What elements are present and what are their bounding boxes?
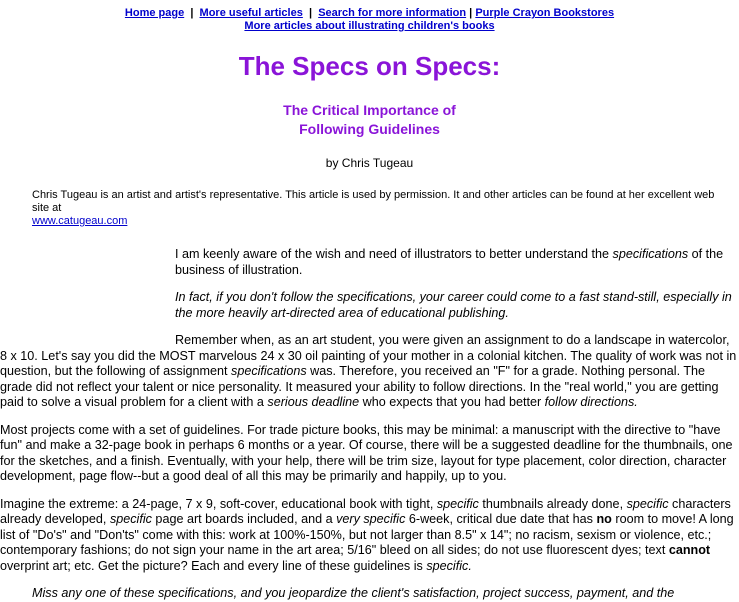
nav-link-search[interactable]: Search for more information: [318, 7, 467, 19]
paragraph-2-italic: In fact, if you don't follow the specifications, your career could come to a fast stand-still, especially in the more heavily art-directed area of educational publishing.: [175, 290, 732, 320]
strong: cannot: [668, 543, 711, 557]
text: was. Therefore, you received an "F" for a grade. Nothing personal. The grade did not reflect your talent or nice personality. It measured your ability to follow directions. In the "real world," you are getting paid to solve a visual problem for a client with a: [0, 364, 719, 409]
text: room to move! A long list of "Do's" and "Don'ts" come with this: work at 100%-150%, but not larger than 8.5" x 14"; no racism, sexism or violence, etc.; contemporary fashions; do not sign your name in the art area; 5/16" bleed on all sides; do not use fluorescent dyes; text: [0, 512, 734, 557]
text: thumbnails already done,: [478, 496, 627, 511]
paragraph-5: [0, 497, 739, 575]
emphasis: specific.: [426, 558, 472, 573]
strong: no: [596, 512, 612, 526]
author-note-text: Chris Tugeau is an artist and artist's representative. This article is used by permission. It and other articles can be found at her excellent web site at: [32, 189, 715, 214]
text: 6-week, critical due date that has: [405, 512, 597, 526]
text: Imagine the extreme: a 24-page, 7 x 9, soft-cover, educational book with tight,: [0, 496, 437, 511]
text: overprint art; etc. Get the picture? Each and every line of these guidelines is: [0, 558, 427, 573]
text: Remember when, as an art student, you were given an assignment to do a landscape in watercolor, 8 x 10. Let's say you did the MOST marvelous 24 x 30 oil painting of your mother in a colonial kitchen. The quality of work was not in question, but the following of assignment: [0, 333, 737, 378]
text: page art boards included, and a: [151, 512, 337, 526]
nav-link-illustrating-articles[interactable]: More articles about illustrating children's books: [244, 20, 495, 32]
subtitle-line-2: Following Guidelines: [299, 121, 440, 137]
emphasis: follow directions.: [544, 395, 638, 409]
paragraph-3: [0, 333, 739, 411]
text: I am keenly aware of the wish and need of illustrators to better understand the: [175, 247, 613, 261]
emphasis: specifications: [612, 247, 689, 261]
emphasis: specifications: [231, 364, 307, 378]
article-subtitle: [0, 101, 739, 139]
article-title: The Specs on Specs:: [238, 51, 501, 81]
emphasis: specific: [626, 496, 669, 511]
author-note: [32, 189, 722, 228]
nav-link-home[interactable]: Home page: [124, 7, 185, 19]
paragraph-1: [175, 247, 739, 278]
emphasis: serious deadline: [267, 395, 360, 409]
author-website-link[interactable]: www.catugeau.com: [32, 215, 128, 227]
paragraph-6-italic: Miss any one of these specifications, and you jeopardize the client's satisfaction, project success, payment, and the: [32, 586, 675, 600]
text: who expects that you had better: [359, 395, 545, 409]
nav-separator: |: [305, 7, 316, 19]
author-byline: by Chris Tugeau: [325, 156, 414, 170]
emphasis: specific: [436, 496, 479, 511]
text: characters already developed,: [0, 496, 731, 526]
nav-link-more-articles[interactable]: More useful articles: [199, 7, 303, 19]
paragraph-4: Most projects come with a set of guidelines. For trade picture books, this may be minimal: a manuscript with the directive to "have fun" and make a 32-page book in perhaps 6 months or a year. Of course, there will be a suggested deadline for the thumbnails, one for the sketches, and a finish. Eventually, with your help, there will be trim size, layout for type placement, color direction, character development, page flow--but a good deal of all this may be primarily and happily, up to you.: [0, 422, 733, 483]
emphasis: specific: [109, 512, 152, 526]
article-body: [0, 247, 739, 602]
emphasis: very specific: [336, 512, 406, 526]
nav-link-bookstores[interactable]: Purple Crayon Bookstores: [475, 7, 615, 19]
text: of the business of illustration.: [175, 247, 724, 277]
nav-separator: |: [469, 7, 476, 19]
subtitle-line-1: The Critical Importance of: [283, 102, 456, 118]
nav-separator: |: [187, 7, 197, 19]
top-navigation: [0, 0, 739, 33]
